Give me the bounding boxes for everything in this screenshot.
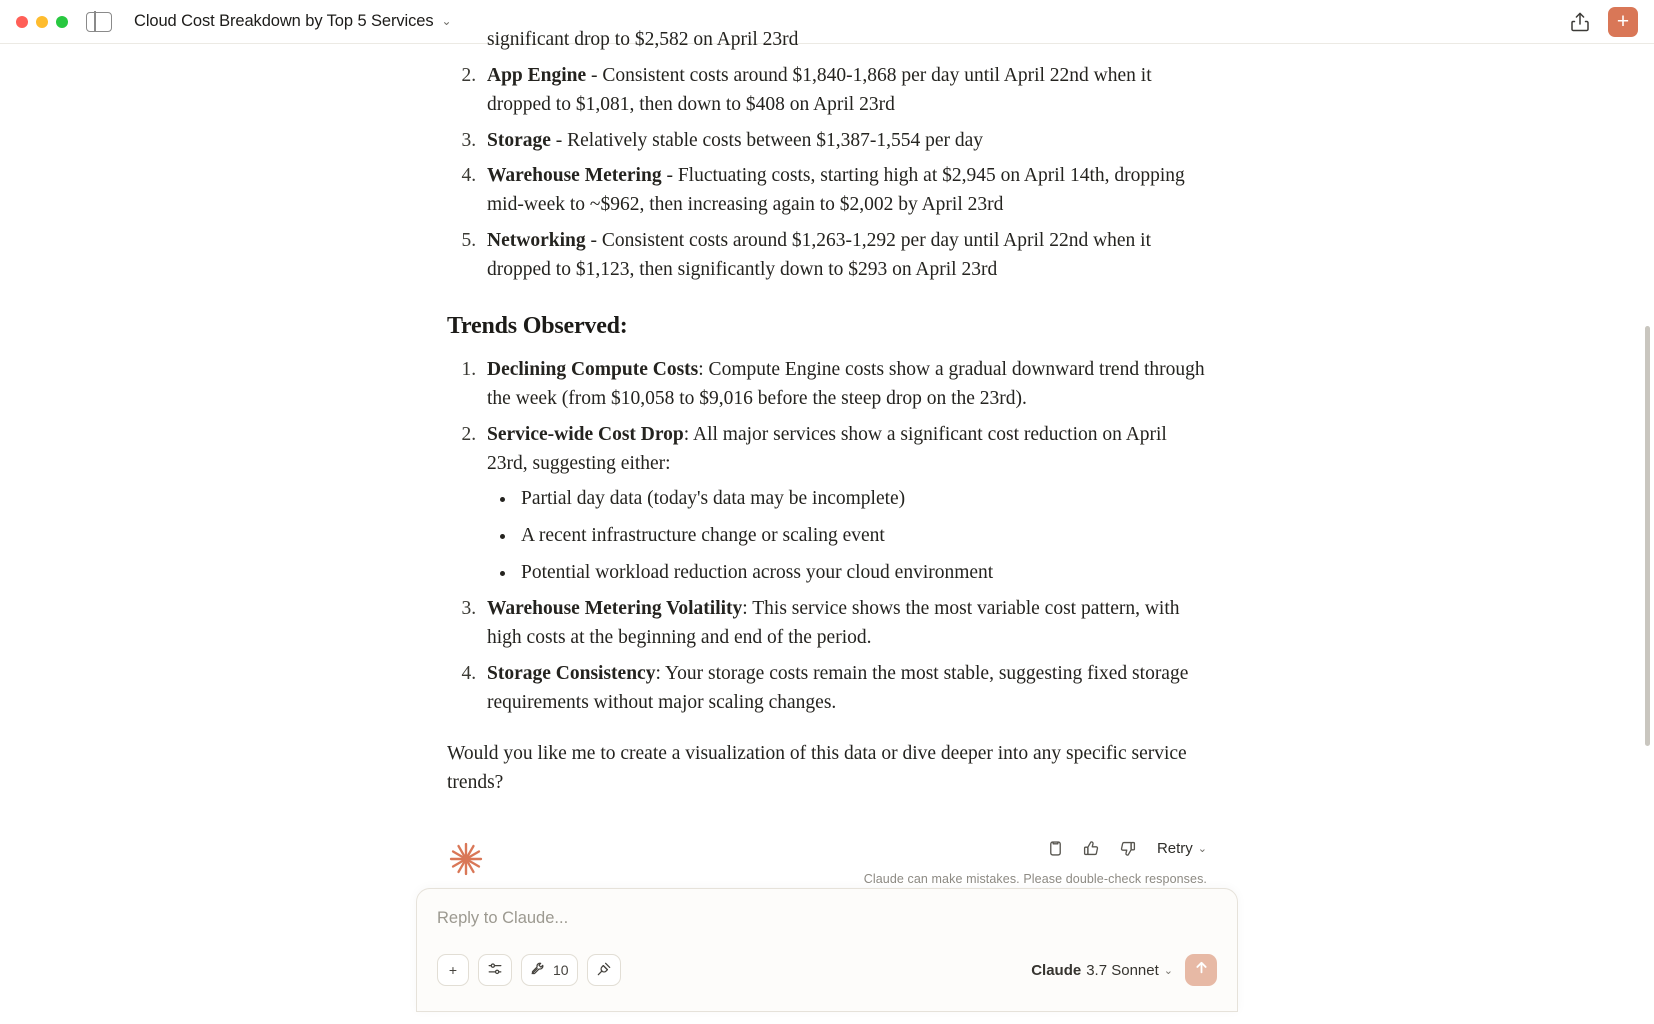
list-item — [481, 595, 1207, 653]
model-version: 3.7 Sonnet — [1086, 961, 1159, 979]
trend-bullets — [487, 485, 1207, 588]
list-item: • Partial day data (today's data may be incomplete) — [517, 485, 1207, 514]
service-name: Networking — [487, 230, 586, 252]
service-detail: - Fluctuating costs, starting high at $2,945 on April 14th, dropping mid-week to ~$962, then increasing again to $2,002 by April 23rd — [487, 165, 1185, 216]
trend-detail: : Compute Engine costs show a gradual downward trend through the week (from $10,058 to $9,016 before the steep drop on the 23rd). — [487, 359, 1205, 410]
thumbs-down-icon[interactable] — [1119, 840, 1137, 858]
vertical-scrollbar[interactable] — [1645, 326, 1650, 746]
plus-icon: + — [1616, 10, 1630, 33]
message-composer[interactable] — [416, 888, 1238, 1012]
clipped-top-line — [447, 26, 1207, 55]
retry-label: Retry — [1156, 839, 1193, 857]
disclaimer-text: Claude can make mistakes. Please double-check responses. — [863, 871, 1207, 886]
trends-heading: Trends Observed: — [447, 312, 628, 339]
chevron-down-icon: ⌄ — [1163, 964, 1173, 977]
trend-name: Storage Consistency — [487, 663, 656, 685]
service-name: Storage — [487, 129, 551, 151]
model-prefix: Claude — [1031, 961, 1082, 979]
list-item — [481, 26, 1207, 55]
closing-question: Would you like me to create a visualization of this data or dive deeper into any specific service trends? — [447, 742, 1187, 793]
tools-count-label: 10 — [553, 962, 569, 978]
model-selector[interactable] — [1031, 962, 1173, 979]
composer-toolbar — [437, 954, 1217, 986]
trend-name: Declining Compute Costs — [487, 359, 699, 381]
settings-sliders-button[interactable] — [478, 954, 512, 986]
message-action-row — [1047, 838, 1207, 860]
table-row — [481, 162, 1207, 220]
list-item — [481, 356, 1207, 414]
service-name: App Engine — [487, 64, 587, 86]
retry-button[interactable] — [1157, 838, 1207, 860]
plus-icon: + — [448, 962, 458, 978]
list-item — [481, 660, 1207, 718]
trend-name: Service-wide Cost Drop — [487, 424, 684, 446]
tools-count-button[interactable] — [521, 954, 578, 986]
table-row — [481, 127, 1207, 156]
connectors-button[interactable] — [587, 954, 621, 986]
copy-icon[interactable] — [1047, 840, 1065, 858]
clipped-line-text: significant drop to $2,582 on April 23rd — [487, 29, 799, 50]
trend-detail: : All major services show a significant cost reduction on April 23rd, suggesting either: — [487, 424, 1167, 474]
table-row — [481, 227, 1207, 285]
reply-input[interactable]: Reply to Claude... — [437, 909, 569, 927]
chevron-down-icon: ⌄ — [1197, 842, 1207, 855]
service-detail: - Consistent costs around $1,263-1,292 per day until April 22nd when it dropped to $1,123, then significantly down to $293 on April 23rd — [487, 230, 1152, 281]
service-detail: - Relatively stable costs between $1,387-1,554 per day — [550, 129, 984, 151]
arrow-up-icon — [1193, 959, 1210, 981]
table-row — [481, 62, 1207, 120]
service-detail: - Consistent costs around $1,840-1,868 per day until April 22nd when it dropped to $1,081, then down to $408 on April 23rd — [487, 64, 1152, 115]
add-attachment-button[interactable] — [437, 954, 469, 986]
chevron-down-icon: ⌄ — [441, 13, 452, 28]
assistant-message — [447, 26, 1207, 902]
trends-list — [447, 356, 1207, 717]
list-item: • A recent infrastructure change or scaling event — [517, 522, 1207, 551]
plug-icon — [596, 961, 612, 980]
page-title: Cloud Cost Breakdown by Top 5 Services — [134, 12, 434, 30]
composer-container — [0, 888, 1654, 1012]
list-item: • Potential workload reduction across your cloud environment — [517, 559, 1207, 588]
trend-name: Warehouse Metering Volatility — [487, 598, 743, 620]
composer-right-group — [1031, 954, 1217, 986]
claude-logo-icon — [449, 842, 483, 876]
message-actions — [864, 838, 1207, 889]
tools-icon — [530, 961, 547, 980]
service-name: Warehouse Metering — [487, 165, 662, 187]
send-button[interactable] — [1185, 954, 1217, 986]
sliders-icon — [487, 961, 503, 980]
trend-detail: : Your storage costs remain the most stable, suggesting fixed storage requirements without major scaling changes. — [487, 663, 1189, 713]
trend-detail: : This service shows the most variable cost pattern, with high costs at the beginning and end of the period. — [487, 598, 1180, 649]
services-list — [447, 62, 1207, 285]
list-item — [481, 421, 1207, 587]
conversation-area — [0, 26, 1654, 1006]
thumbs-up-icon[interactable] — [1083, 840, 1101, 858]
